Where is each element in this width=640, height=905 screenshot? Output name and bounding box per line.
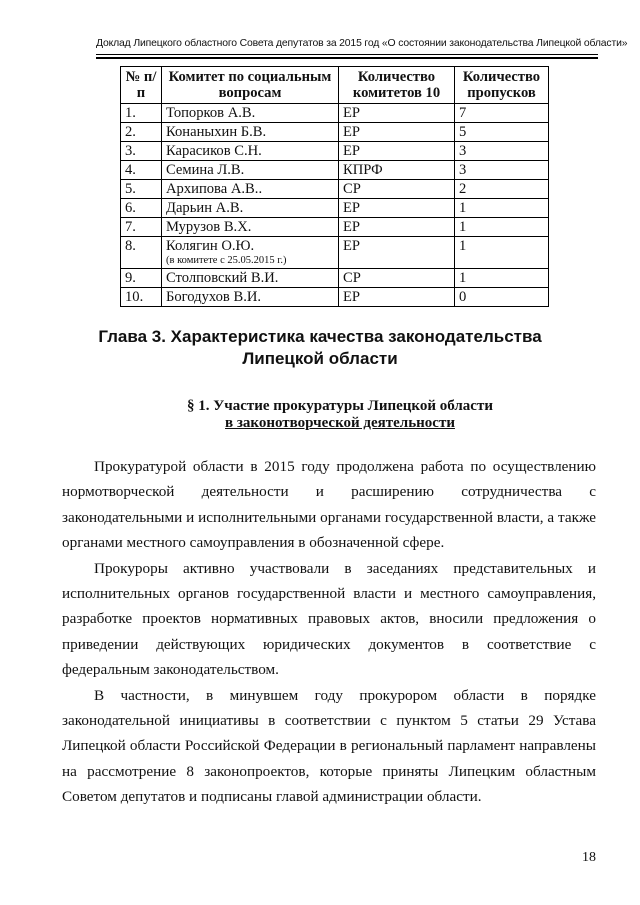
absences-cell (455, 237, 549, 269)
party-text: ЕР (343, 124, 361, 140)
table-row (121, 180, 549, 199)
row-number-cell (121, 269, 162, 288)
header-absences: Количество пропусков (455, 67, 549, 104)
party-cell (339, 199, 455, 218)
row-number-text: 1. (125, 105, 136, 121)
row-number-cell (121, 237, 162, 269)
party-text: СР (343, 181, 361, 197)
absences-text: 1 (459, 200, 467, 216)
running-header: Доклад Липецкого областного Совета депутатов за 2015 год «О состоянии законодательства Липецкой области» (96, 38, 628, 49)
row-number-text: 3. (125, 143, 136, 159)
party-cell (339, 269, 455, 288)
party-text: ЕР (343, 219, 361, 235)
header-number: № п/п (121, 67, 162, 104)
chapter-heading-line-2: Липецкой области (242, 349, 398, 368)
party-text: ЕР (343, 289, 361, 305)
body-text (62, 454, 596, 810)
member-name-cell (162, 288, 339, 307)
member-name-cell (162, 142, 339, 161)
party-cell (339, 288, 455, 307)
member-name-cell (162, 199, 339, 218)
absences-cell (455, 104, 549, 123)
absences-text: 1 (459, 219, 467, 235)
absences-cell (455, 142, 549, 161)
party-cell (339, 123, 455, 142)
member-name-cell (162, 123, 339, 142)
member-name-text: Семина Л.В. (166, 162, 245, 178)
absences-text: 7 (459, 105, 467, 121)
party-text: СР (343, 270, 361, 286)
member-name-text: Столповский В.И. (166, 270, 279, 286)
table-row (121, 288, 549, 307)
committee-attendance-table (120, 66, 549, 307)
row-number-cell (121, 104, 162, 123)
row-number-text: 7. (125, 219, 136, 235)
member-name-text: Дарьин А.В. (166, 200, 244, 216)
row-number-cell (121, 199, 162, 218)
table-row (121, 142, 549, 161)
member-name-cell (162, 161, 339, 180)
paragraph: В частности, в минувшем году прокурором области в порядке законодательной инициативы в соответствии с пунктом 5 статьи 29 Устава Липецкой области Российской Федерации в региональный парламент направлены на рассмотрение 8 законопроектов, которые приняты Липецким областным Советом депутатов и подписаны главой администрации области. (62, 686, 596, 806)
member-name-cell (162, 104, 339, 123)
absences-cell (455, 288, 549, 307)
row-number-text: 6. (125, 200, 136, 216)
absences-cell (455, 218, 549, 237)
row-number-text: 2. (125, 124, 136, 140)
row-number-cell (121, 288, 162, 307)
row-number-text: 8. (125, 238, 136, 254)
paragraph: Прокуроры активно участвовали в заседаниях представительных и исполнительных органов государственной власти и местного самоуправления, разработке проектов нормативных правовых актов, вносили предложения о приведении действующих юридических документов в соответствие с федеральным законодательством. (62, 559, 596, 679)
member-name-cell (162, 218, 339, 237)
party-text: КПРФ (343, 162, 383, 178)
member-name-cell (162, 237, 339, 269)
member-name-text: Архипова А.В.. (166, 181, 263, 197)
party-cell (339, 142, 455, 161)
absences-cell (455, 199, 549, 218)
row-number-text: 4. (125, 162, 136, 178)
member-name-text: Мурузов В.Х. (166, 219, 252, 235)
absences-text: 1 (459, 270, 467, 286)
header-rule (96, 54, 598, 59)
party-cell (339, 104, 455, 123)
absences-cell (455, 123, 549, 142)
page-number: 18 (582, 850, 596, 865)
paragraph: Прокуратурой области в 2015 году продолжена работа по осуществлению нормотворческой деятельности и расширению сотрудничества с законодательными и исполнительными органами государственной власти, а также органами местного самоуправления в обозначенной сфере. (62, 458, 596, 552)
row-number-cell (121, 123, 162, 142)
absences-cell (455, 161, 549, 180)
party-cell (339, 180, 455, 199)
party-cell (339, 237, 455, 269)
row-number-cell (121, 142, 162, 161)
absences-text: 2 (459, 181, 467, 197)
header-committee-count: Количество комитетов 10 (339, 67, 455, 104)
member-name-text: Карасиков С.Н. (166, 143, 262, 159)
chapter-heading-line-1: Глава 3. Характеристика качества законодательства (98, 327, 542, 346)
party-text: ЕР (343, 105, 361, 121)
row-number-cell (121, 180, 162, 199)
absences-cell (455, 180, 549, 199)
section-heading-line-1: § 1. Участие прокуратуры Липецкой области (187, 398, 493, 414)
table-header-row (121, 67, 549, 104)
member-name-cell (162, 269, 339, 288)
row-number-cell (121, 161, 162, 180)
table-row (121, 123, 549, 142)
member-note: (в комитете с 25.05.2015 г.) (166, 255, 287, 266)
party-text: ЕР (343, 143, 361, 159)
absences-text: 1 (459, 238, 467, 254)
section-heading-line-2: в законотворческой деятельности (225, 415, 455, 431)
party-text: ЕР (343, 200, 361, 216)
row-number-text: 10. (125, 289, 144, 305)
table-row (121, 269, 549, 288)
section-heading (120, 398, 560, 432)
table-row (121, 218, 549, 237)
member-name-cell (162, 180, 339, 199)
row-number-cell (121, 218, 162, 237)
row-number-text: 9. (125, 270, 136, 286)
absences-text: 3 (459, 162, 467, 178)
absences-text: 0 (459, 289, 467, 305)
member-name-text: Богодухов В.И. (166, 289, 262, 305)
header-committee: Комитет по социальным вопросам (162, 67, 339, 104)
chapter-heading (90, 326, 550, 370)
row-number-text: 5. (125, 181, 136, 197)
table-row (121, 161, 549, 180)
table-row (121, 237, 549, 269)
absences-text: 3 (459, 143, 467, 159)
party-text: ЕР (343, 238, 361, 254)
member-name-text: Конаныхин Б.В. (166, 124, 267, 140)
table-row (121, 104, 549, 123)
member-name-text: Топорков А.В. (166, 105, 256, 121)
table-row (121, 199, 549, 218)
party-cell (339, 218, 455, 237)
member-name-text: Колягин О.Ю. (166, 238, 255, 254)
absences-text: 5 (459, 124, 467, 140)
absences-cell (455, 269, 549, 288)
party-cell (339, 161, 455, 180)
